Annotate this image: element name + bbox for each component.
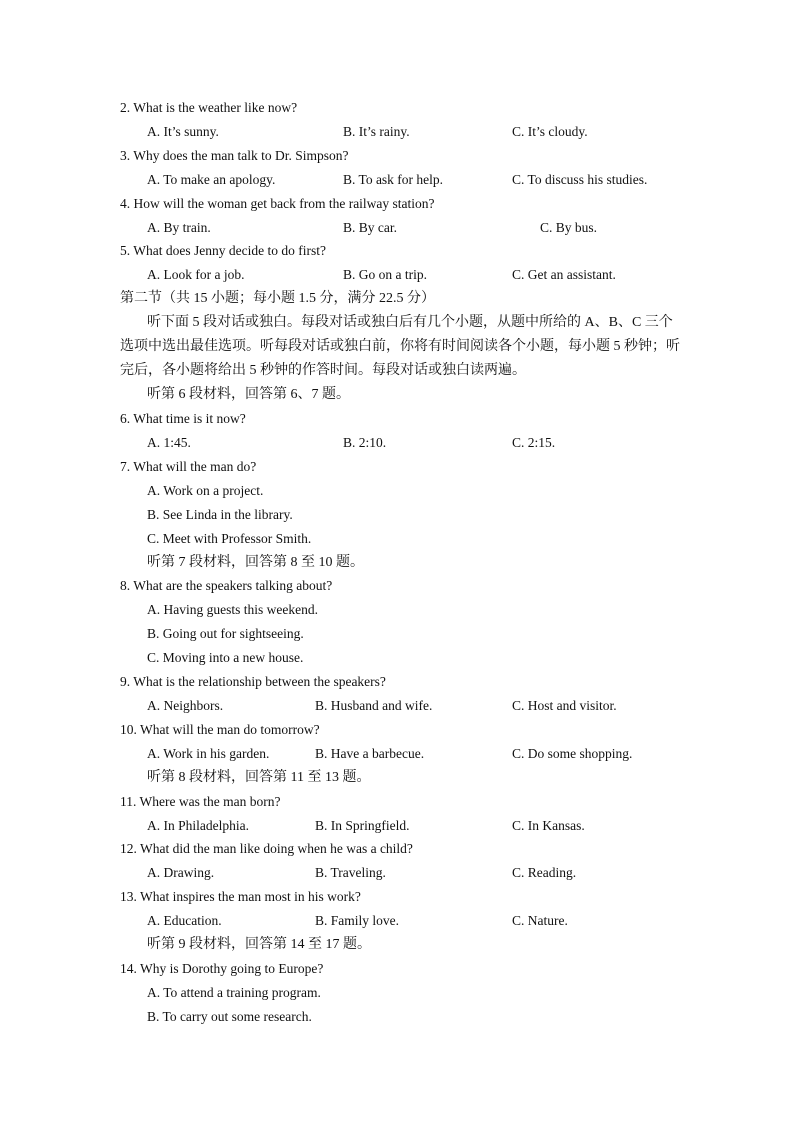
- option-a: A. By train.: [147, 220, 211, 235]
- question-stem: 8. What are the speakers talking about?: [120, 578, 333, 593]
- material-9-note: [0, 933, 794, 957]
- question-stem: 10. What will the man do tomorrow?: [120, 722, 320, 737]
- material-note: 听第 7 段材料，回答第 8 至 10 题。: [147, 555, 364, 570]
- material-8-note: [0, 766, 794, 790]
- option-8b: [0, 622, 794, 646]
- option-b: B. In Springfield.: [315, 818, 410, 833]
- question-stem: 9. What is the relationship between the speakers?: [120, 674, 386, 689]
- option-c: C. Reading.: [512, 865, 577, 880]
- option-b: B. 2:10.: [343, 435, 387, 450]
- instruction-text: 听下面 5 段对话或独白。每段对话或独白后有几个小题，从题中所给的 A、B、C 三个: [147, 315, 673, 330]
- question-6: [0, 407, 794, 431]
- option-a: A. 1:45.: [147, 435, 191, 450]
- instruction-text: 完后，各小题将给出 5 秒钟的作答时间。每段对话或独白读两遍。: [120, 363, 526, 378]
- question-stem: 11. Where was the man born?: [120, 794, 281, 809]
- option-b: B. By car.: [343, 220, 397, 235]
- option-a: A. Drawing.: [147, 865, 215, 880]
- question-9: [0, 670, 794, 694]
- option-7a: [0, 479, 794, 503]
- option-c: C. Meet with Professor Smith.: [147, 531, 312, 546]
- instructions-line-3: [0, 359, 794, 383]
- option-7b: [0, 503, 794, 527]
- option-a: A. To make an apology.: [147, 172, 276, 187]
- question-14: [0, 957, 794, 981]
- question-12: [0, 837, 794, 861]
- options-13: [0, 909, 794, 933]
- option-c: C. 2:15.: [512, 435, 556, 450]
- question-stem: 12. What did the man like doing when he was a child?: [120, 841, 413, 856]
- option-a: A. Education.: [147, 913, 222, 928]
- option-b: B. Have a barbecue.: [315, 746, 425, 761]
- option-b: B. See Linda in the library.: [147, 507, 293, 522]
- option-b: B. Family love.: [315, 913, 399, 928]
- options-6: [0, 431, 794, 455]
- question-stem: 6. What time is it now?: [120, 411, 246, 426]
- option-a: A. Work in his garden.: [147, 746, 270, 761]
- material-note: 听第 9 段材料，回答第 14 至 17 题。: [147, 937, 371, 952]
- option-a: A. Look for a job.: [147, 267, 245, 282]
- option-14b: [0, 1005, 794, 1029]
- option-c: C. Nature.: [512, 913, 568, 928]
- options-9: [0, 694, 794, 718]
- option-8a: [0, 598, 794, 622]
- option-8c: [0, 646, 794, 670]
- question-7: [0, 455, 794, 479]
- question-10: [0, 718, 794, 742]
- section-heading: [0, 287, 794, 311]
- option-c: C. To discuss his studies.: [512, 172, 648, 187]
- option-c: C. It’s cloudy.: [512, 124, 588, 139]
- option-a: A. Neighbors.: [147, 698, 224, 713]
- option-b: B. Go on a trip.: [343, 267, 427, 282]
- option-a: A. Having guests this weekend.: [147, 602, 318, 617]
- section-2-heading: 第二节（共 15 小题；每小题 1.5 分，满分 22.5 分）: [120, 291, 435, 306]
- option-b: B. To ask for help.: [343, 172, 444, 187]
- options-5: [0, 263, 794, 287]
- option-b: B. Traveling.: [315, 865, 386, 880]
- option-a: A. In Philadelphia.: [147, 818, 249, 833]
- question-11: [0, 790, 794, 814]
- options-4: [0, 216, 794, 240]
- options-2: [0, 120, 794, 144]
- option-a: A. Work on a project.: [147, 483, 264, 498]
- options-11: [0, 814, 794, 838]
- material-note: 听第 8 段材料，回答第 11 至 13 题。: [147, 770, 371, 785]
- question-2: [0, 96, 794, 120]
- option-b: B. Husband and wife.: [315, 698, 433, 713]
- option-a: A. To attend a training program.: [147, 985, 321, 1000]
- options-12: [0, 861, 794, 885]
- material-7-note: [0, 551, 794, 575]
- option-14a: [0, 981, 794, 1005]
- options-10: [0, 742, 794, 766]
- question-3: [0, 144, 794, 168]
- options-3: [0, 168, 794, 192]
- question-stem: 3. Why does the man talk to Dr. Simpson?: [120, 148, 349, 163]
- question-stem: 5. What does Jenny decide to do first?: [120, 243, 326, 258]
- option-b: B. It’s rainy.: [343, 124, 410, 139]
- option-c: C. Do some shopping.: [512, 746, 633, 761]
- material-6-note: [0, 383, 794, 407]
- option-c: C. Host and visitor.: [512, 698, 617, 713]
- option-c: C. Moving into a new house.: [147, 650, 304, 665]
- option-c: C. Get an assistant.: [512, 267, 616, 282]
- question-stem: 7. What will the man do?: [120, 459, 257, 474]
- option-b: B. Going out for sightseeing.: [147, 626, 304, 641]
- question-5: [0, 239, 794, 263]
- option-c: C. In Kansas.: [512, 818, 585, 833]
- instructions-line-1: [0, 311, 794, 335]
- question-13: [0, 885, 794, 909]
- question-stem: 14. Why is Dorothy going to Europe?: [120, 961, 324, 976]
- question-4: [0, 192, 794, 216]
- instruction-text: 选项中选出最佳选项。听每段对话或独白前，你将有时间阅读各个小题，每小题 5 秒钟；听: [120, 339, 680, 354]
- question-stem: 13. What inspires the man most in his work?: [120, 889, 361, 904]
- question-8: [0, 574, 794, 598]
- question-stem: 4. How will the woman get back from the railway station?: [120, 196, 435, 211]
- question-stem: 2. What is the weather like now?: [120, 100, 298, 115]
- option-a: A. It’s sunny.: [147, 124, 219, 139]
- instructions-line-2: [0, 335, 794, 359]
- option-b: B. To carry out some research.: [147, 1009, 312, 1024]
- option-c: C. By bus.: [540, 220, 598, 235]
- option-7c: [0, 527, 794, 551]
- material-note: 听第 6 段材料，回答第 6、7 题。: [147, 387, 350, 402]
